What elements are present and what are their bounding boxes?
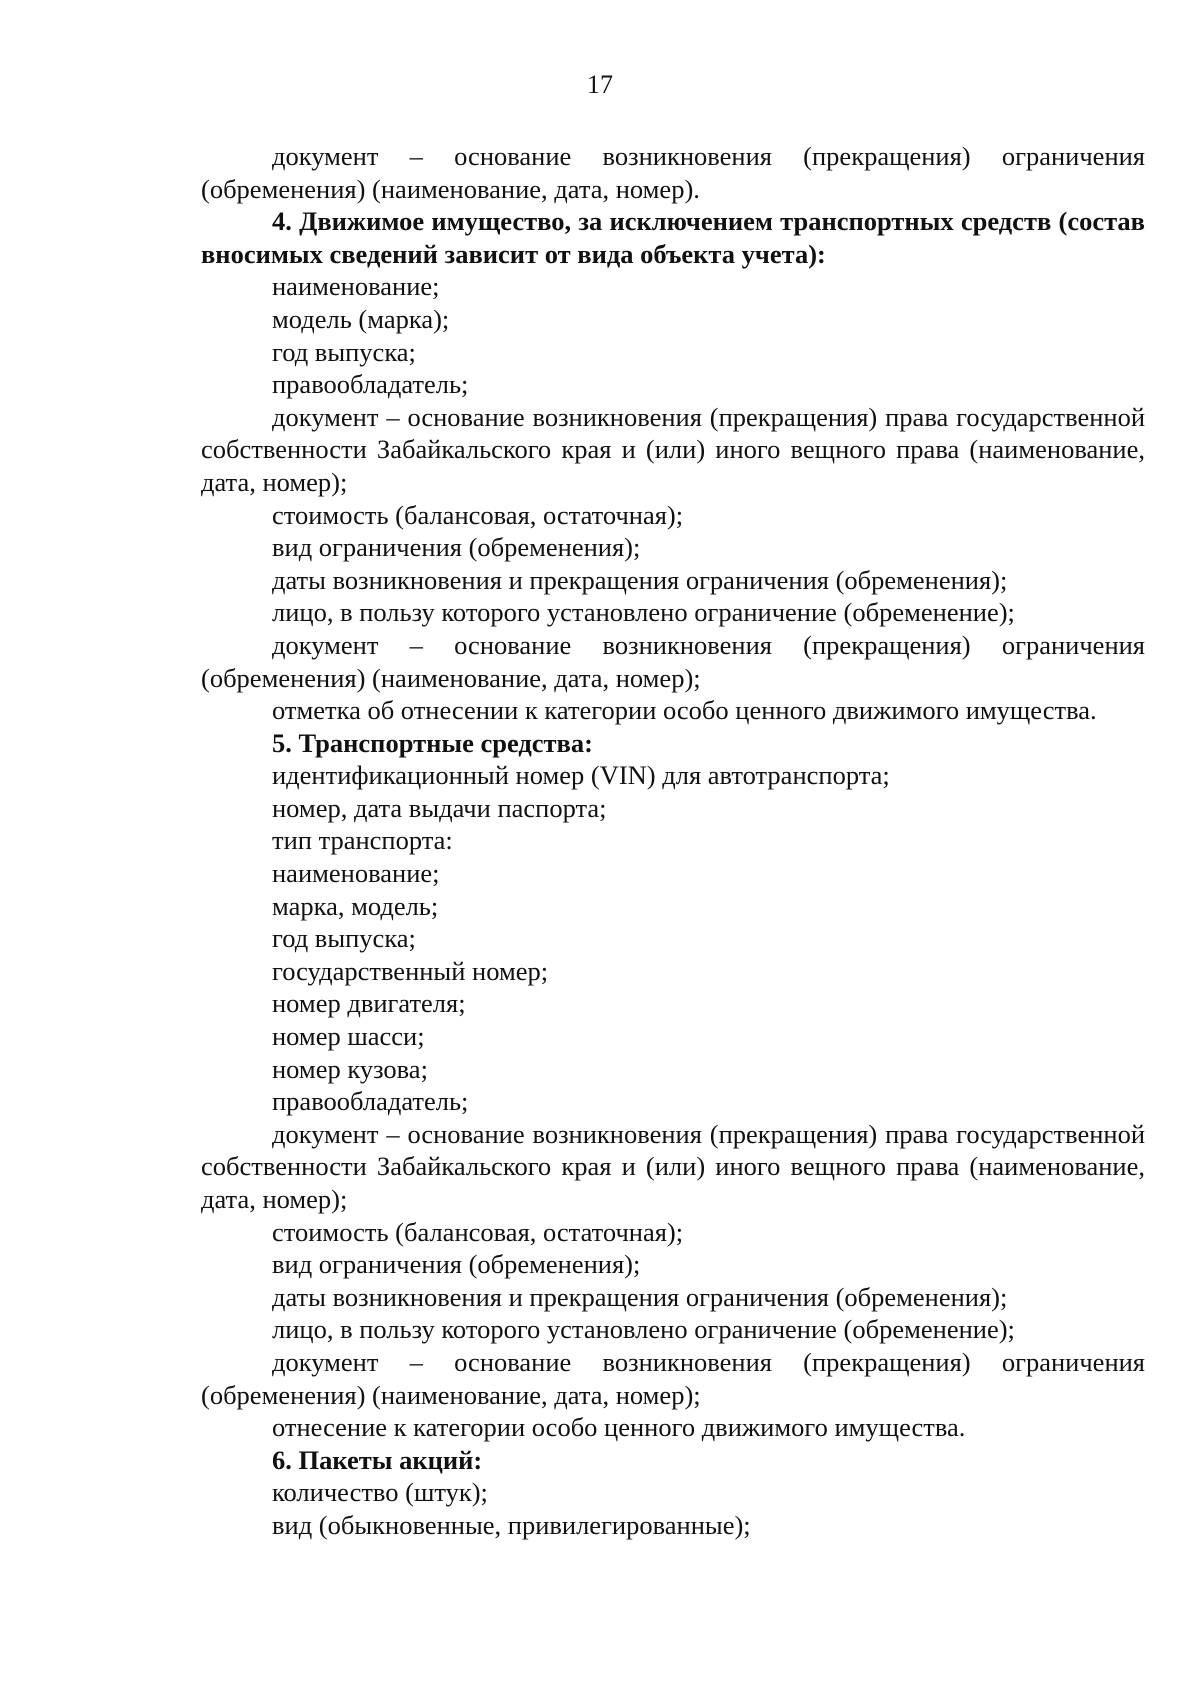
paragraph: документ – основание возникновения (прекращения) ограничения (обременения) (наименование, дата, номер); xyxy=(201,629,1145,693)
paragraph: правообладатель; xyxy=(272,1086,469,1117)
section-heading: 4. Движимое имущество, за исключением транспортных средств (состав вносимых сведений зависит от вида объекта учета): xyxy=(201,206,1145,269)
paragraph: номер двигателя; xyxy=(272,988,466,1019)
paragraph: лицо, в пользу которого установлено ограничение (обременение); xyxy=(272,1314,1015,1345)
paragraph: документ – основание возникновения (прекращения) права государственной собственности Забайкальского края и (или) иного вещного права (наименование, дата, номер); xyxy=(201,1118,1145,1214)
paragraph: наименование; xyxy=(272,858,440,889)
paragraph: тип транспорта: xyxy=(272,825,453,856)
paragraph: документ – основание возникновения (прекращения) ограничения (обременения) (наименование, дата, номер). xyxy=(201,141,1145,204)
paragraph: наименование; xyxy=(272,271,440,302)
paragraph: отнесение к категории особо ценного движимого имущества. xyxy=(272,1412,966,1443)
paragraph: правообладатель; xyxy=(272,369,469,400)
document-body xyxy=(201,140,1145,1542)
paragraph: модель (марка); xyxy=(272,303,450,334)
paragraph: лицо, в пользу которого установлено ограничение (обременение); xyxy=(272,597,1015,628)
paragraph: отметка об отнесении к категории особо ценного движимого имущества. xyxy=(272,695,1097,726)
paragraph: номер шасси; xyxy=(272,1021,425,1052)
paragraph: год выпуска; xyxy=(272,336,416,367)
paragraph: документ – основание возникновения (прекращения) права государственной собственности Забайкальского края и (или) иного вещного права (наименование, дата, номер); xyxy=(201,401,1145,497)
page-number: 17 xyxy=(587,70,613,99)
paragraph: год выпуска; xyxy=(272,923,416,954)
paragraph: государственный номер; xyxy=(272,955,549,986)
paragraph: даты возникновения и прекращения ограничения (обременения); xyxy=(272,1281,1008,1312)
paragraph: вид ограничения (обременения); xyxy=(272,532,641,563)
section-heading: 5. Транспортные средства: xyxy=(272,727,593,758)
paragraph: идентификационный номер (VIN) для автотранспорта; xyxy=(272,760,890,791)
paragraph: вид ограничения (обременения); xyxy=(272,1249,641,1280)
paragraph: стоимость (балансовая, остаточная); xyxy=(272,1216,684,1247)
paragraph: даты возникновения и прекращения ограничения (обременения); xyxy=(272,564,1008,595)
section-heading: 6. Пакеты акций: xyxy=(272,1444,483,1475)
paragraph: марка, модель; xyxy=(272,890,439,921)
paragraph: документ – основание возникновения (прекращения) ограничения (обременения) (наименование, дата, номер); xyxy=(201,1346,1145,1410)
paragraph: вид (обыкновенные, привилегированные); xyxy=(272,1509,751,1540)
paragraph: номер кузова; xyxy=(272,1053,428,1084)
paragraph: стоимость (балансовая, остаточная); xyxy=(272,499,684,530)
paragraph: количество (штук); xyxy=(272,1477,488,1508)
paragraph: номер, дата выдачи паспорта; xyxy=(272,792,607,823)
